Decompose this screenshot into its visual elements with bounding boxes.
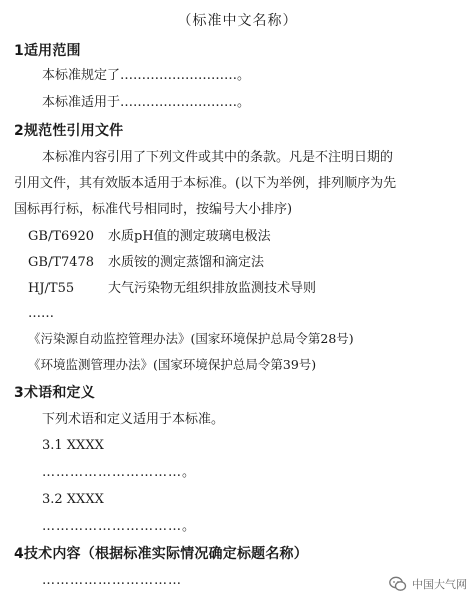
section-4-content: ………………………… bbox=[42, 573, 182, 588]
section-2-paragraph-line-2: 引用文件，其有效版本适用于本标准。(以下为举例，排列顺序为先 bbox=[14, 176, 397, 191]
section-3-intro: 下列术语和定义适用于本标准。 bbox=[42, 412, 225, 427]
chat-bubble-icon bbox=[389, 575, 407, 593]
reference-code: HJ/T55 bbox=[28, 281, 75, 296]
watermark-label: 中国大气网 bbox=[412, 578, 467, 591]
reference-name: 水质pH值的测定玻璃电极法 bbox=[108, 229, 271, 244]
section-2-paragraph-line-3: 国标再行标，标准代号相同时，按编号大小排序) bbox=[14, 202, 293, 217]
reference-name: 水质铵的测定蒸馏和滴定法 bbox=[108, 255, 265, 270]
term-3-2-definition: …………………………。 bbox=[42, 519, 197, 534]
section-2-heading: 2规范性引用文件 bbox=[14, 123, 124, 139]
reference-code: GB/T6920 bbox=[28, 229, 95, 244]
reference-item bbox=[28, 280, 316, 298]
reference-ellipsis: …… bbox=[28, 306, 54, 321]
scope-applicability-text: 本标准适用于………………………。 bbox=[42, 95, 251, 110]
scope-provision-text: 本标准规定了………………………。 bbox=[42, 68, 251, 83]
document-title: （标准中文名称） bbox=[177, 13, 298, 29]
term-3-2-label: 3.2 XXXX bbox=[42, 492, 104, 507]
reference-item bbox=[28, 254, 264, 272]
section-2-paragraph-line-1: 本标准内容引用了下列文件或其中的条款。凡是不注明日期的 bbox=[42, 150, 394, 165]
regulation-reference-1: 《污染源自动监控管理办法》(国家环境保护总局令第28号) bbox=[28, 331, 354, 346]
term-3-1-definition: …………………………。 bbox=[42, 465, 197, 480]
regulation-reference-2: 《环境监测管理办法》(国家环境保护总局令第39号) bbox=[28, 357, 317, 372]
term-3-1-label: 3.1 XXXX bbox=[42, 438, 104, 453]
section-1-line-1 bbox=[42, 67, 250, 85]
reference-item bbox=[28, 228, 271, 246]
section-3-heading: 3术语和定义 bbox=[14, 385, 95, 401]
section-1-line-2 bbox=[42, 94, 250, 112]
watermark bbox=[389, 575, 467, 593]
section-1-heading: 1适用范围 bbox=[14, 43, 81, 59]
reference-code: GB/T7478 bbox=[28, 255, 95, 270]
reference-name: 大气污染物无组织排放监测技术导则 bbox=[108, 281, 317, 296]
section-4-heading: 4技术内容（根据标准实际情况确定标题名称） bbox=[14, 546, 308, 562]
